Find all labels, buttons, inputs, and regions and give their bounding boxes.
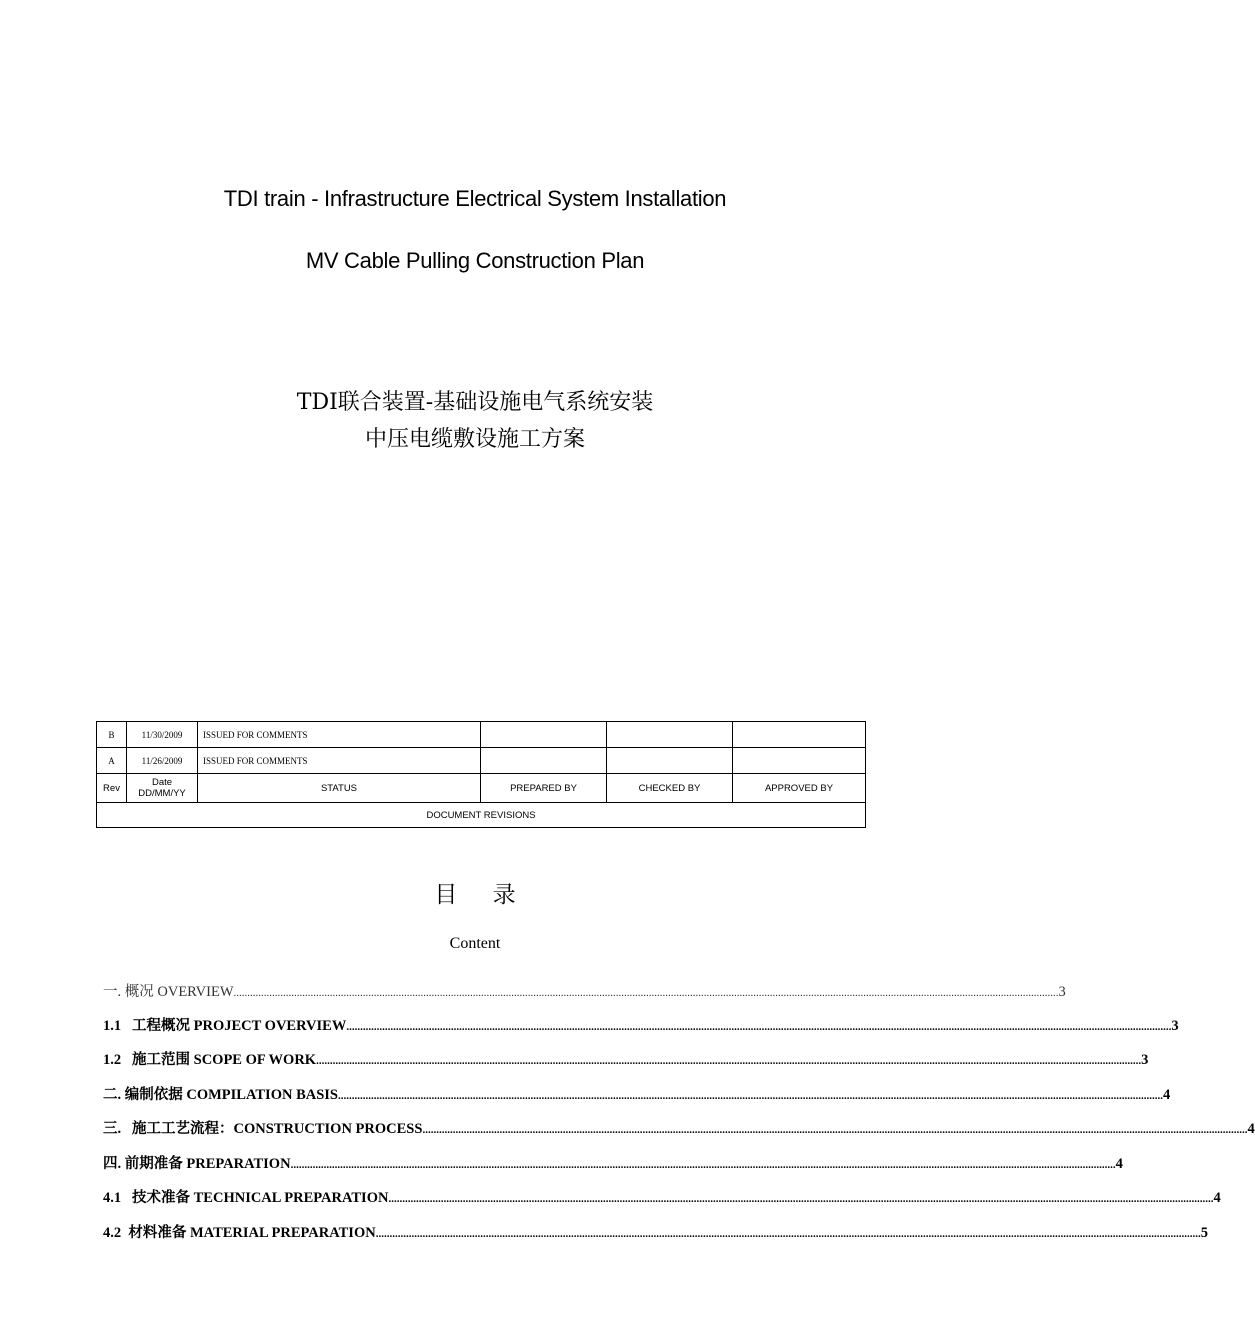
toc-leader-dots: ............................................................................................................................................................................................................................................................................................................: [290, 1159, 1116, 1171]
toc-entry[interactable]: [103, 1117, 1255, 1138]
toc-entry-page: 4: [1247, 1121, 1255, 1137]
toc-entry[interactable]: [103, 1186, 1221, 1207]
toc-entry-label: 工程概况 PROJECT OVERVIEW: [132, 1018, 347, 1034]
toc-entry-page: 4: [1162, 1087, 1171, 1103]
toc-entry-number: 三.: [103, 1121, 122, 1137]
prepared-cell: [481, 722, 607, 748]
toc-entry[interactable]: [103, 1083, 1171, 1104]
toc-leader-dots: ............................................................................................................................................................................................................................................................................................................: [375, 1228, 1201, 1240]
toc-leader-dots: ............................................................................................................................................................................................................................................................................................................: [346, 1021, 1172, 1033]
table-row: [97, 722, 866, 748]
toc-leader-dots: ............................................................................................................................................................................................................................................................................................................: [316, 1055, 1142, 1067]
toc-entry[interactable]: [103, 980, 1066, 1001]
table-row: [97, 748, 866, 774]
date-cell: 11/30/2009: [127, 722, 198, 748]
prepared-by-header: PREPARED BY: [481, 774, 607, 803]
toc-leader-dots: ............................................................................................................................................................................................................................................................................................................: [233, 987, 1059, 999]
toc-entry-number: 一.: [103, 984, 122, 1000]
toc-leader-dots: ............................................................................................................................................................................................................................................................................................................: [337, 1090, 1163, 1102]
status-cell: ISSUED FOR COMMENTS: [198, 748, 481, 774]
toc-entry-number: 1.2: [103, 1052, 122, 1068]
document-revisions-table: [96, 721, 866, 828]
toc-entry[interactable]: [103, 1014, 1179, 1035]
date-header: Date DD/MM/YY: [127, 774, 198, 803]
toc-entry-number: 4.1: [103, 1190, 122, 1206]
toc-entry-page: 3: [1058, 984, 1066, 1000]
title-english-line-2: MV Cable Pulling Construction Plan: [305, 248, 645, 273]
toc-entry-number: 二.: [103, 1087, 122, 1103]
approved-by-header: APPROVED BY: [733, 774, 866, 803]
checked-by-header: CHECKED BY: [607, 774, 733, 803]
title-chinese-line-2: 中压电缆敷设施工方案: [364, 427, 585, 452]
approved-cell: [733, 748, 866, 774]
prepared-cell: [481, 748, 607, 774]
table-header-row: [97, 774, 866, 803]
title-english-line-1: TDI train - Infrastructure Electrical System Installation: [223, 186, 727, 211]
toc-entry-label: 编制依据 COMPILATION BASIS: [124, 1087, 338, 1103]
document-revisions-caption: DOCUMENT REVISIONS: [97, 803, 866, 828]
toc-entry-page: 5: [1200, 1225, 1208, 1241]
toc-leader-dots: ............................................................................................................................................................................................................................................................................................................: [388, 1193, 1214, 1205]
checked-cell: [607, 722, 733, 748]
checked-cell: [607, 748, 733, 774]
status-cell: ISSUED FOR COMMENTS: [198, 722, 481, 748]
toc-leader-dots: ............................................................................................................................................................................................................................................................................................................: [422, 1124, 1248, 1136]
toc-entry-label: 概况 OVERVIEW: [124, 984, 234, 1000]
toc-entry-label: 材料准备 MATERIAL PREPARATION: [128, 1225, 376, 1241]
date-cell: 11/26/2009: [127, 748, 198, 774]
rev-cell: A: [97, 748, 127, 774]
toc-entry-label: 施工工艺流程：CONSTRUCTION PROCESS: [132, 1121, 423, 1137]
approved-cell: [733, 722, 866, 748]
rev-cell: B: [97, 722, 127, 748]
toc-entry-page: 4: [1213, 1190, 1221, 1206]
toc-entry-label: 施工范围 SCOPE OF WORK: [132, 1052, 317, 1068]
toc-entry-number: 4.2: [103, 1225, 122, 1241]
toc-entry-number: 1.1: [103, 1018, 122, 1034]
toc-entry-number: 四.: [103, 1156, 122, 1172]
rev-header: Rev: [97, 774, 127, 803]
title-chinese-line-1: TDI联合装置-基础设施电气系统安装: [296, 390, 654, 415]
toc-title: 目 录: [434, 882, 530, 908]
toc-entry-label: 技术准备 TECHNICAL PREPARATION: [132, 1190, 389, 1206]
toc-entry-page: 3: [1141, 1052, 1149, 1068]
toc-entry-page: 3: [1171, 1018, 1179, 1034]
toc-entry-page: 4: [1115, 1156, 1123, 1172]
toc-entry[interactable]: [103, 1152, 1123, 1173]
toc-entry-label: 前期准备 PREPARATION: [124, 1156, 291, 1172]
toc-subtitle: Content: [449, 935, 501, 952]
table-footer-row: [97, 803, 866, 828]
toc-entry[interactable]: [103, 1221, 1208, 1242]
status-header: STATUS: [198, 774, 481, 803]
toc-entry[interactable]: [103, 1048, 1149, 1069]
